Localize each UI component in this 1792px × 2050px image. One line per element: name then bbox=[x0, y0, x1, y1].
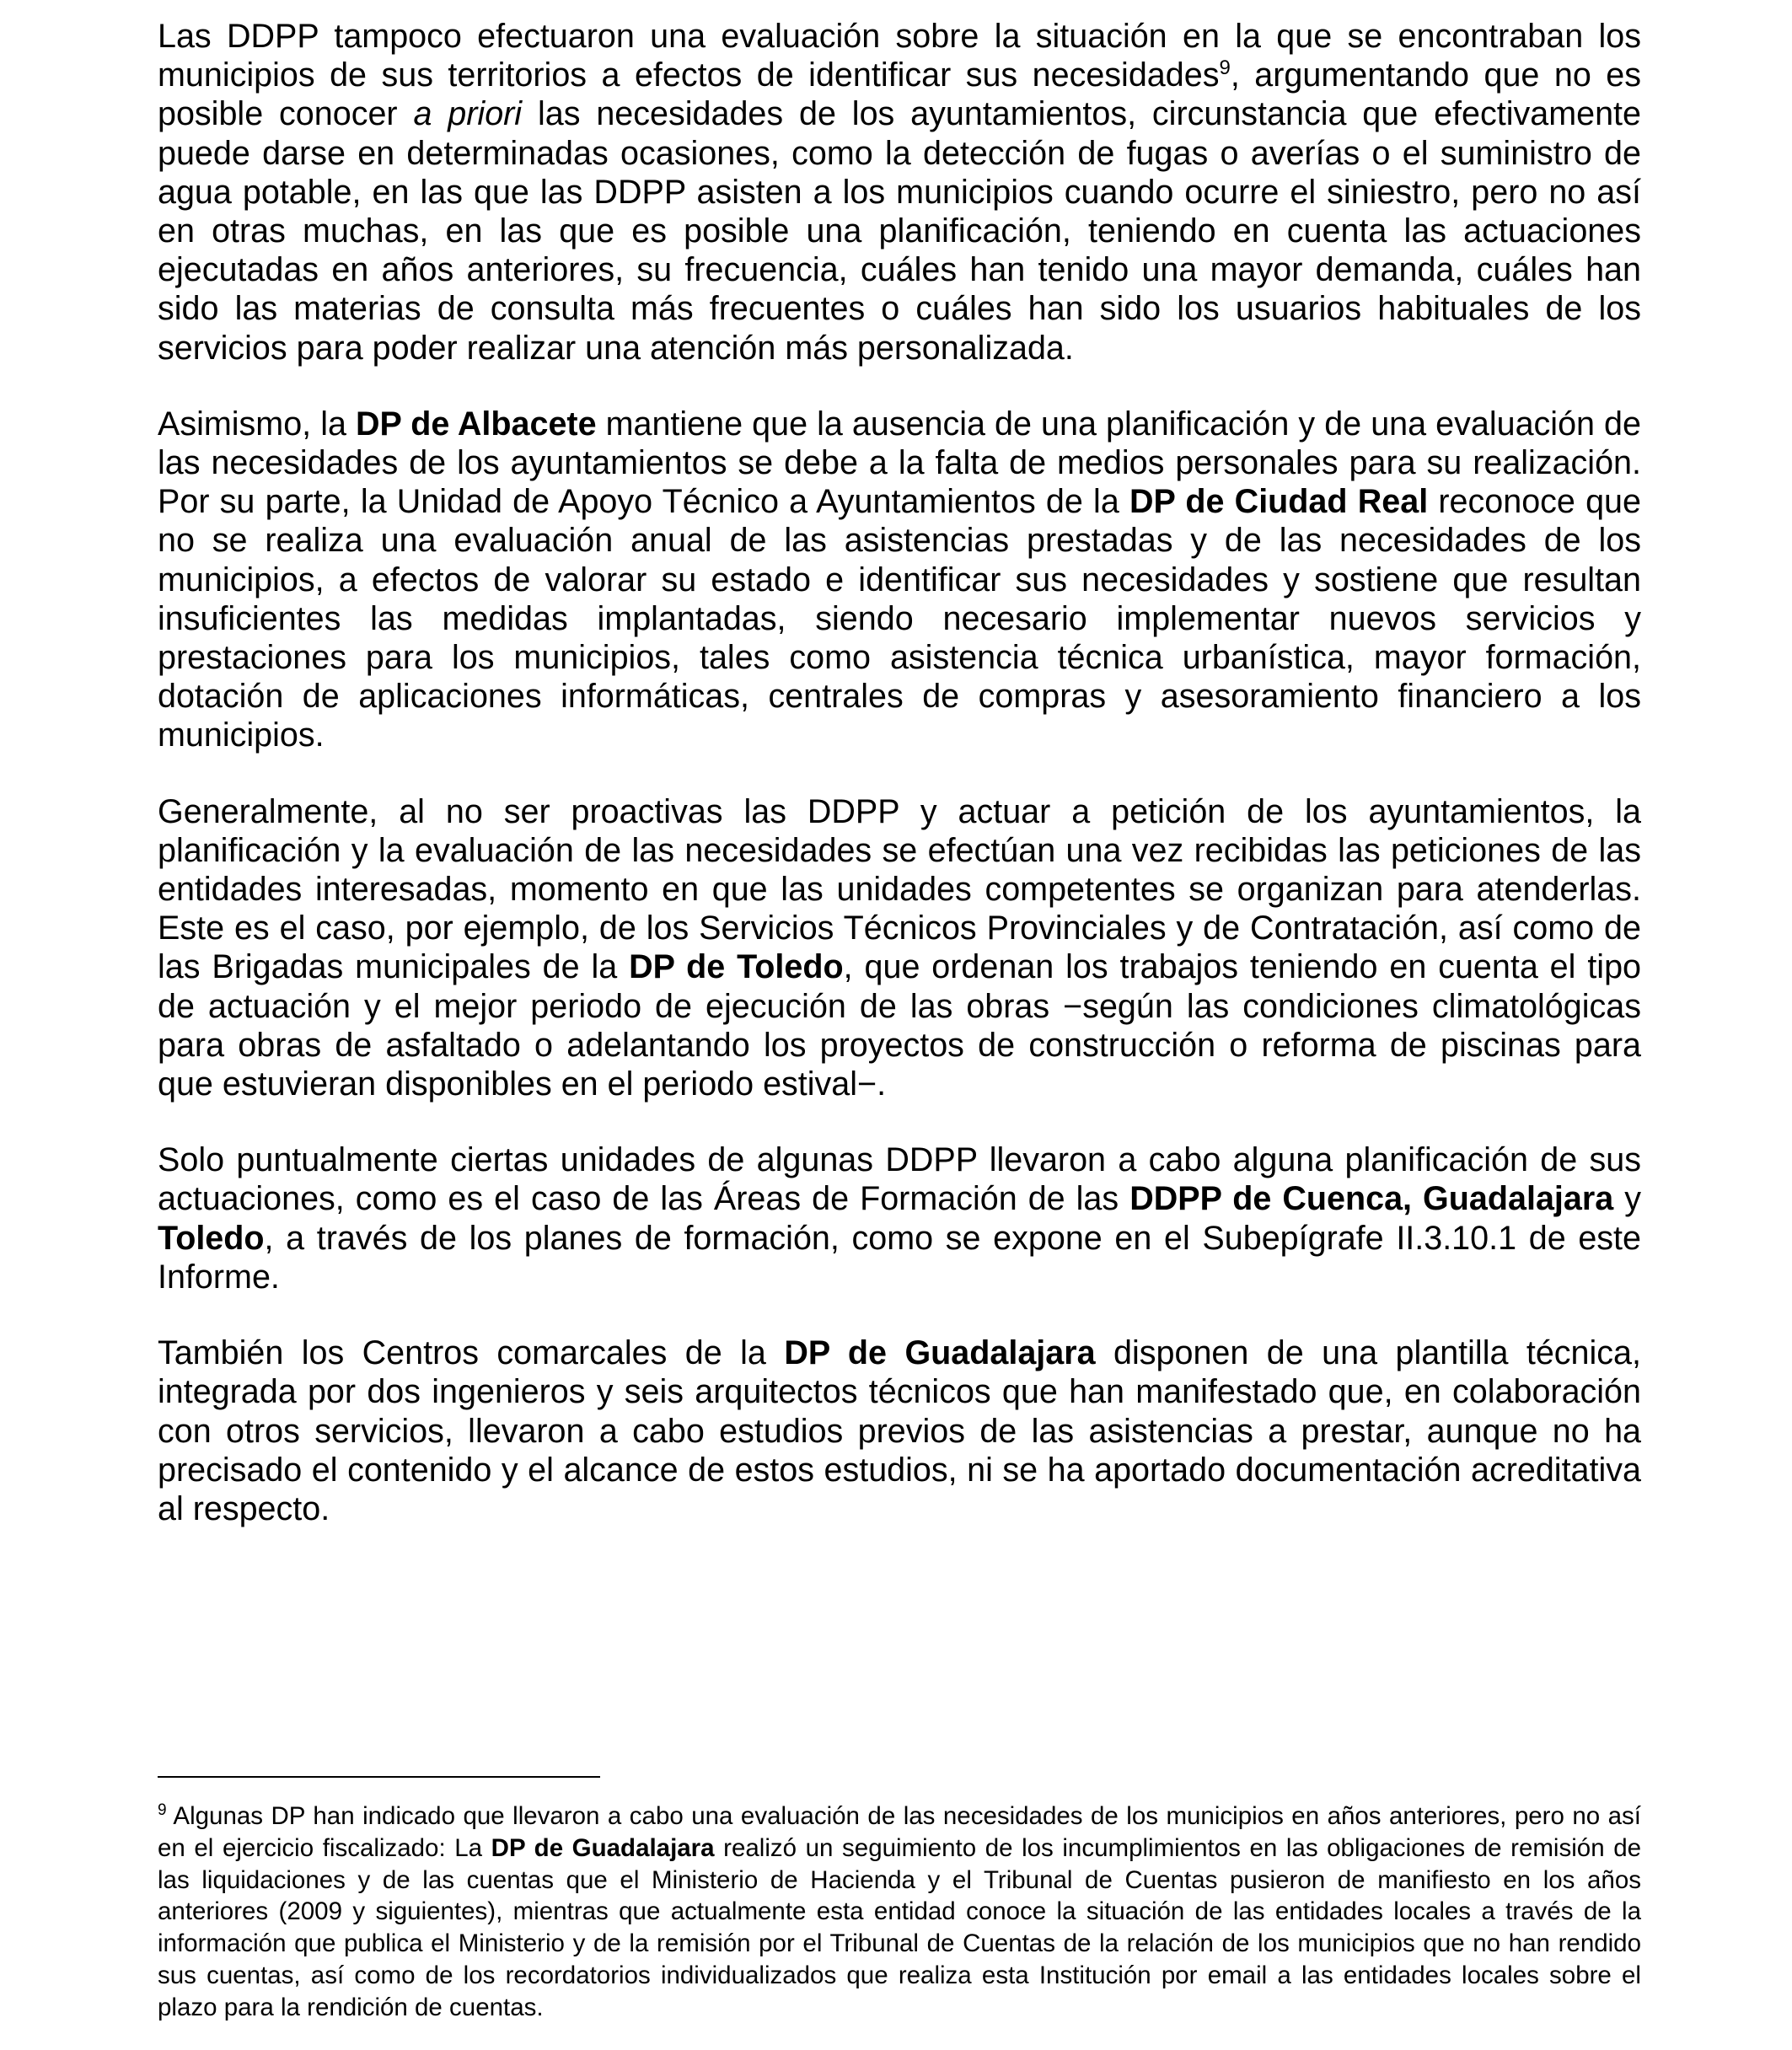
paragraph-3 bbox=[158, 792, 1641, 1104]
paragraph-1-text-c: las necesidades de los ayuntamientos, circunstancia que efectivamente puede darse en determinadas ocasiones, como la detección de fugas o averías o el suministro de agua potable, en las que las DDPP asisten a los municipios cuando ocurre el siniestro, pero no así en otras muchas, en las que es posible una planificación, teniendo en cuenta las actuaciones ejecutadas en años anteriores, su frecuencia, cuáles han tenido una mayor demanda, cuáles han sido las materias de consulta más frecuentes o cuáles han sido los usuarios habituales de los servicios para poder realizar una atención más personalizada. bbox=[158, 95, 1641, 367]
paragraph-3-text-b: , que ordenan los trabajos teniendo en cuenta el tipo de actuación y el mejor periodo de ejecución de las obras −según las condiciones climatológicas para obras de asfaltado o adelantando los proyectos de construcción o reforma de piscinas para que estuvieran disponibles en el periodo estival−. bbox=[158, 948, 1641, 1103]
paragraph-4 bbox=[158, 1140, 1641, 1296]
bold-entity-ciudad-real: DP de Ciudad Real bbox=[1129, 483, 1429, 521]
footnote-text-b: realizó un seguimiento de los incumplimientos en las obligaciones de remisión de las liquidaciones y de las cuentas que el Ministerio de Hacienda y el Tribunal de Cuentas pusieron de manifiesto en los años anteriores (2009 y siguientes), mientras que actualmente esta entidad conoce la situación de las entidades locales a través de la información que publica el Ministerio y de la remisión por el Tribunal de Cuentas de la relación de los municipios que no han rendido sus cuentas, así como de los recordatorios individualizados que realiza esta Institución por email a las entidades locales sobre el plazo para la rendición de cuentas. bbox=[158, 1833, 1642, 2021]
paragraph-3-text-a: Generalmente, al no ser proactivas las DDPP y actuar a petición de los ayuntamientos, la planificación y la evaluación de las necesidades se efectúan una vez recibidas las peticiones de las entidades interesadas, momento en que las unidades competentes se organizan para atenderlas. Este es el caso, por ejemplo, de los Servicios Técnicos Provinciales y de Contratación, así como de las Brigadas municipales de la bbox=[158, 792, 1641, 986]
bold-entity-albacete: DP de Albacete bbox=[356, 405, 597, 443]
bold-entity-guadalajara: DP de Guadalajara bbox=[784, 1334, 1096, 1372]
bold-entity-cuenca-guadalajara: DDPP de Cuenca, Guadalajara bbox=[1129, 1180, 1614, 1218]
paragraph-5-text-a: También los Centros comarcales de la bbox=[158, 1334, 785, 1372]
paragraph-2-text-b: mantiene que la ausencia de una planificación y de una evaluación de las necesidades de los ayuntamientos se debe a la falta de medios personales para su realización. Por su parte, la Unidad de Apoyo Técnico a Ayuntamientos de la bbox=[158, 405, 1641, 521]
footnote-text-a: Algunas DP han indicado que llevaron a cabo una evaluación de las necesidades de los municipios en años anteriores, pero no así en el ejercicio fiscalizado: La bbox=[158, 1802, 1641, 1862]
paragraph-5-text-b: disponen de una plantilla técnica, integrada por dos ingenieros y seis arquitectos técnicos que han manifestado que, en colaboración con otros servicios, llevaron a cabo estudios previos de las asistencias a prestar, aunque no ha precisado el contenido y el alcance de estos estudios, ni se ha aportado documentación acreditativa al respecto. bbox=[158, 1334, 1641, 1527]
italic-term: a priori bbox=[413, 95, 523, 133]
paragraph-4-text-b: y bbox=[1613, 1180, 1641, 1218]
footnote-bold-entity-guadalajara: DP de Guadalajara bbox=[491, 1833, 715, 1862]
bold-entity-toledo-2: Toledo bbox=[158, 1219, 265, 1257]
paragraph-1-text-a: Las DDPP tampoco efectuaron una evaluación sobre la situación en la que se encontraban los municipios de sus territorios a efectos de identificar sus necesidades bbox=[158, 18, 1641, 94]
paragraph-1-text-b: , argumentando que no es posible conocer bbox=[158, 56, 1641, 133]
paragraph-2-text-c: reconoce que no se realiza una evaluación anual de las asistencias prestadas y de las necesidades de los municipios, a efectos de valorar su estado e identificar sus necesidades y sostiene que resultan insuficientes las medidas implantadas, siendo necesario implementar nuevos servicios y prestaciones para los municipios, tales como asistencia técnica urbanística, mayor formación, dotación de aplicaciones informáticas, centrales de compras y asesoramiento financiero a los municipios. bbox=[158, 483, 1641, 754]
footnote-9 bbox=[158, 1800, 1641, 2024]
paragraph-2 bbox=[158, 405, 1641, 755]
footnote-reference-9[interactable]: 9 bbox=[1219, 56, 1231, 80]
document-body bbox=[158, 17, 1641, 1565]
footnote-number: 9 bbox=[158, 1801, 167, 1820]
paragraph-1 bbox=[158, 17, 1641, 368]
paragraph-4-text-a: Solo puntualmente ciertas unidades de algunas DDPP llevaron a cabo alguna planificación de sus actuaciones, como es el caso de las Áreas de Formación de las bbox=[158, 1141, 1641, 1218]
paragraph-4-text-c: , a través de los planes de formación, como se expone en el Subepígrafe II.3.10.1 de este Informe. bbox=[158, 1219, 1641, 1296]
footnote-separator bbox=[158, 1776, 600, 1778]
paragraph-5 bbox=[158, 1334, 1641, 1528]
bold-entity-toledo: DP de Toledo bbox=[629, 948, 844, 986]
paragraph-2-text-a: Asimismo, la bbox=[158, 405, 356, 443]
